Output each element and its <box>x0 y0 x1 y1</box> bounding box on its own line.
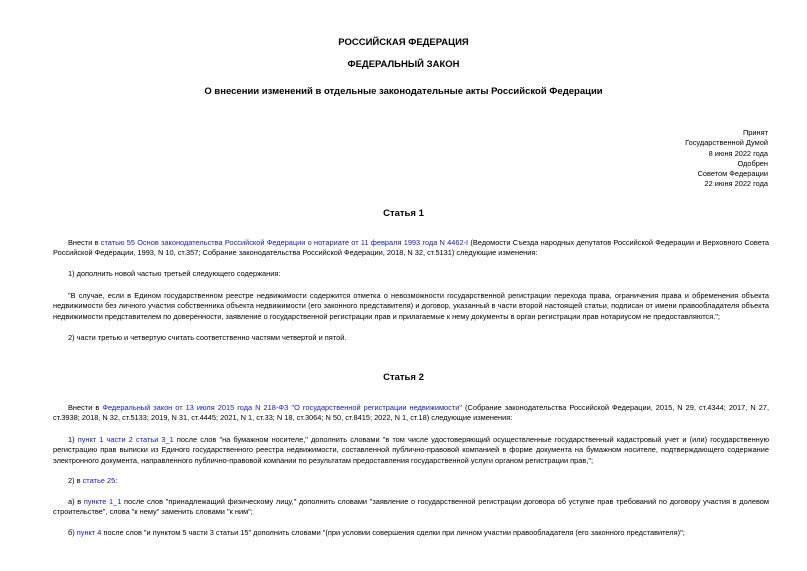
country-heading: РОССИЙСКАЯ ФЕДЕРАЦИЯ <box>338 37 469 48</box>
article-2-paragraph-5 <box>53 528 769 538</box>
adoption-line: Принят <box>742 128 768 137</box>
text: Внести в <box>68 403 103 412</box>
article-1-paragraph-2: 1) дополнить новой частью третьей следующего содержания: <box>68 269 281 278</box>
text: (Ведомости Съезда народных депутатов Российской Федерации и Верховного Совета Российской Федерации, 1993, N 10, ст.357; Собрание законодательства Российской Федерации, 2018, N 32, ст.5131) следующие изменения: <box>53 238 769 258</box>
article-2-paragraph-2 <box>53 435 769 466</box>
adoption-line: Государственной Думой <box>685 138 768 148</box>
article-2-paragraph-1 <box>53 403 769 424</box>
text: Внести в <box>68 238 101 247</box>
article-1-paragraph-3: "В случае, если в Едином государственном реестре недвижимости содержится отметка о невозможности государственной регистрации перехода права, ограничения права и обременения объекта недвижимости без личного участия собственника объекта недвижимости (его законного представителя) и договор, указанный в части второй настоящей статьи, подписан от имени правообладателя объекта недвижимости представителем по доверенности, заявление о государственной регистрации прав и прилагаемые к нему документы в орган регистрации прав нотариусом не предоставляются."; <box>53 291 769 321</box>
text: после слов "и пунктом 5 части 3 статьи 15" дополнить словами "(при условии совершения сделки при личном участии правообладателя (его законного представителя)"; <box>101 528 685 537</box>
adoption-block <box>685 128 768 190</box>
doc-type-heading: ФЕДЕРАЛЬНЫЙ ЗАКОН <box>347 59 460 70</box>
article-1-heading: Статья 1 <box>383 208 424 219</box>
article-2-paragraph-3 <box>53 476 769 486</box>
text: б) <box>68 528 77 537</box>
link-registration-law[interactable]: Федеральный закон от 13 июля 2015 года N 218-ФЗ "О государственной регистрации недвижимости" <box>102 403 462 412</box>
text: после слов "на бумажном носителе," дополнить словами "в том числе удостоверяющий осуществленные государственный кадастровый учет и (или) государственную регистрацию прав выписки из Единого государственного реестра недвижимости, составленной публично-правовой компанией в форме документа на бумажном носителе, подтверждающего содержание электронного документа, направленного публично-правовой компании по результатам предоставления государственной услуги органом регистрации прав,"; <box>53 435 769 465</box>
adoption-line: Советом Федерации <box>697 169 768 179</box>
text: а) в <box>68 497 84 506</box>
link-article-3-1[interactable]: пункт 1 части 2 статьи 3_1 <box>77 435 174 444</box>
article-1-paragraph-4: 2) части третью и четвертую считать соответственно частями четвертой и пятой. <box>68 333 347 342</box>
adoption-line: 22 июня 2022 года <box>704 179 768 189</box>
adoption-line: Одобрен <box>737 158 768 168</box>
article-2-heading: Статья 2 <box>383 372 424 383</box>
link-notary-law[interactable]: статью 55 Основ законодательства Российской Федерации о нотариате от 11 февраля 1993 года N 4462-I <box>100 238 469 247</box>
adoption-line: 8 июня 2022 года <box>708 148 768 158</box>
article-2-paragraph-4 <box>53 497 769 518</box>
law-title: О внесении изменений в отдельные законодательные акты Российской Федерации <box>204 86 603 97</box>
link-point-4[interactable]: пункт 4 <box>76 528 102 537</box>
text: (Собрание законодательства Российской Федерации, 2015, N 29, ст.4344; 2017, N 27, ст.3938; 2018, N 32, ст.5133; 2019, N 31, ст.4445; 2021, N 1, ст.33; N 18, ст.3064; N 50, ст.8415; 2022, N 1, ст.18) следующие изменения: <box>53 403 769 423</box>
link-article-25[interactable]: статье 25 <box>82 476 116 485</box>
article-1-paragraph-1 <box>53 238 769 259</box>
text: 1) <box>68 435 78 444</box>
text: : <box>115 476 118 485</box>
link-point-1-1[interactable]: пункте 1_1 <box>83 497 122 506</box>
text: 2) в <box>68 476 83 485</box>
text: после слов "принадлежащий физическому лицу," дополнить словами "заявление о государственной регистрации договора об уступке прав требований по договору участия в долевом строительстве", слова "к нему" заменить словами "к ним"; <box>53 497 769 517</box>
